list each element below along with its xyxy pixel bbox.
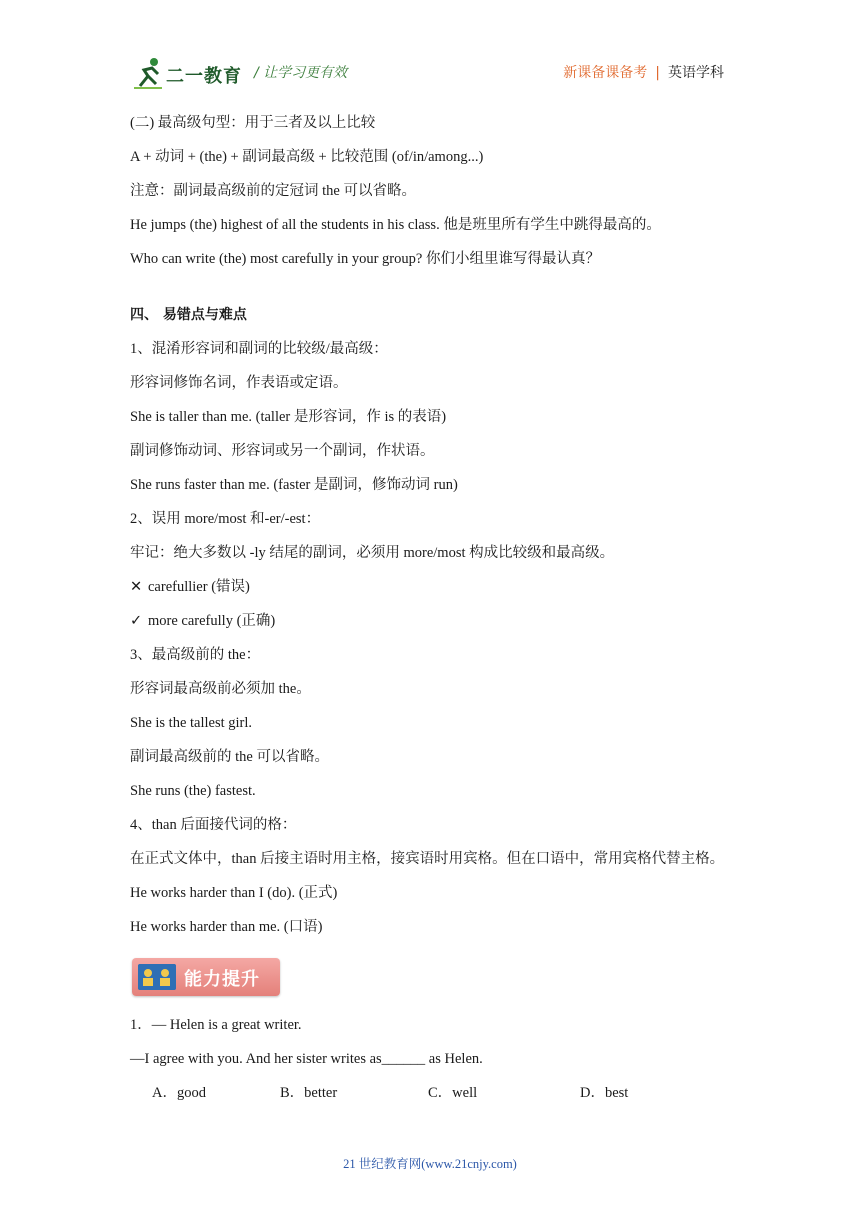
- wrong-example: [130, 574, 750, 608]
- text-line: He works harder than me. (口语): [130, 919, 323, 935]
- header-right: [563, 62, 724, 82]
- logo-text: 二一教育: [166, 66, 242, 87]
- text-line: 2、误用 more/most 和-er/-est：: [130, 511, 321, 527]
- spacer: [130, 280, 750, 302]
- slogan: / 让学习更有效: [254, 65, 348, 81]
- text-line: He works harder than I (do). (正式): [130, 885, 338, 901]
- subject-label: 英语学科: [668, 65, 724, 81]
- option-a: A．good: [152, 1085, 206, 1101]
- text-line: He jumps (the) highest of all the students in his class. 他是班里所有学生中跳得最高的。: [130, 217, 661, 233]
- right-example: [130, 608, 750, 642]
- text-line: (二) 最高级句型：用于三者及以上比较: [130, 115, 376, 131]
- text-line: 1、混淆形容词和副词的比较级/最高级：: [130, 341, 388, 357]
- wrong-example-text: carefullier (错误): [148, 579, 250, 595]
- banner-label: 能力提升: [184, 969, 260, 990]
- runner-logo-icon: [132, 56, 166, 90]
- text-line: 4、than 后面接代词的格：: [130, 817, 297, 833]
- option-d: D．best: [580, 1085, 629, 1101]
- people-icon: [138, 964, 176, 990]
- text-line: 牢记：绝大多数以 -ly 结尾的副词，必须用 more/most 构成比较级和最高级。: [130, 545, 615, 561]
- document-body: [130, 110, 750, 1114]
- ability-banner: [132, 958, 280, 996]
- right-example-text: more carefully (正确): [148, 613, 276, 629]
- text-line: 在正式文体中，than 后接主语时用主格，接宾语时用宾格。但在口语中，常用宾格代替主格。: [130, 851, 725, 867]
- text-line: She runs faster than me. (faster 是副词，修饰动词 run): [130, 477, 458, 493]
- text-line: Who can write (the) most carefully in your group? 你们小组里谁写得最认真？: [130, 251, 600, 267]
- text-line: She is taller than me. (taller 是形容词，作 is 的表语): [130, 409, 447, 425]
- check-icon: ✓: [130, 613, 143, 629]
- text-line: A + 动词 + (the) + 副词最高级 + 比较范围 (of/in/among...): [130, 149, 484, 165]
- cross-icon: ✕: [130, 579, 143, 595]
- option-c: C．well: [428, 1085, 478, 1101]
- text-line: 注意：副词最高级前的定冠词 the 可以省略。: [130, 183, 416, 199]
- answer-options: [130, 1080, 750, 1114]
- text-line: 副词最高级前的 the 可以省略。: [130, 749, 329, 765]
- option-b: B．better: [280, 1085, 338, 1101]
- header-separator: |: [655, 65, 660, 81]
- text-line: 副词修饰动词、形容词或另一个副词，作状语。: [130, 443, 435, 459]
- question-stem: 1．— Helen is a great writer.: [130, 1017, 302, 1033]
- course-label: 新课备课备考: [563, 65, 648, 81]
- page-header: [0, 0, 860, 100]
- text-line: 形容词最高级前必须加 the。: [130, 681, 311, 697]
- text-line: 形容词修饰名词，作表语或定语。: [130, 375, 348, 391]
- text-line: She runs (the) fastest.: [130, 783, 256, 799]
- text-line: 3、最高级前的 the：: [130, 647, 261, 663]
- question-stem: —I agree with you. And her sister writes as______ as Helen.: [130, 1051, 483, 1067]
- text-line: She is the tallest girl.: [130, 715, 253, 731]
- section-heading: 四、 易错点与难点: [130, 307, 247, 323]
- page-footer: 21 世纪教育网(www.21cnjy.com): [343, 1157, 517, 1171]
- logo: [132, 56, 252, 92]
